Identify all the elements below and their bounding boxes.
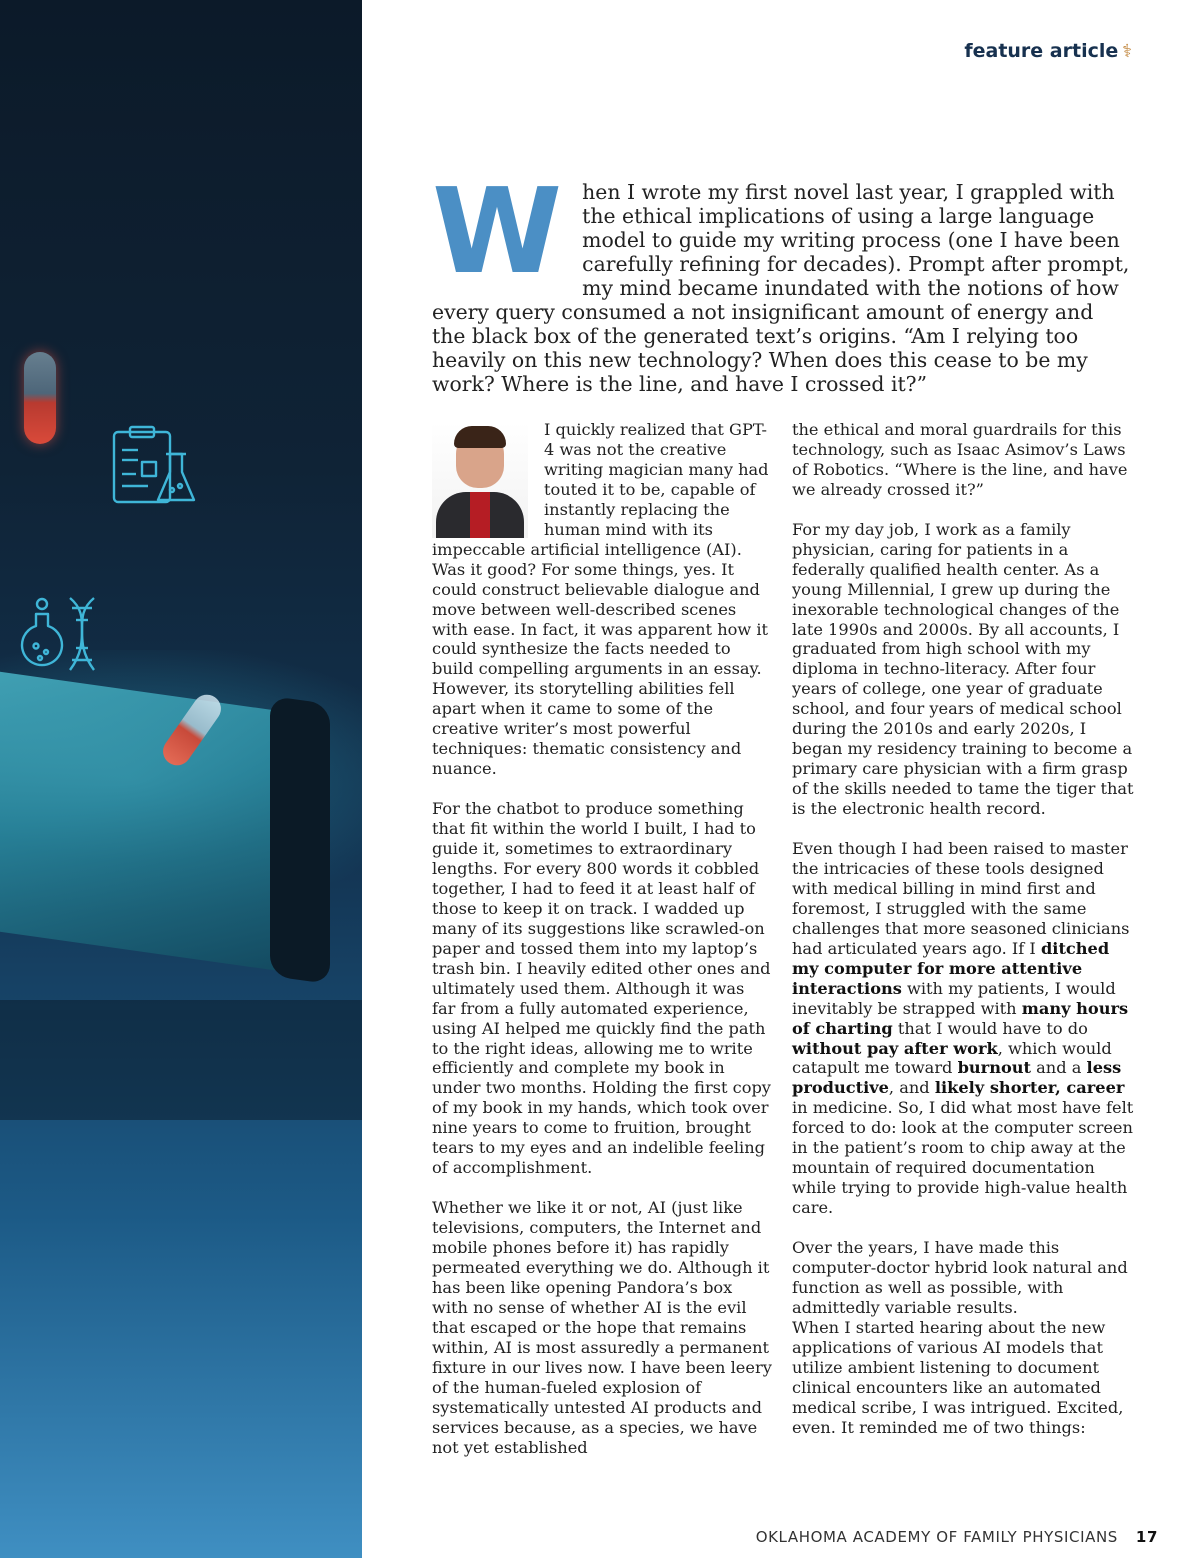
paragraph: For the chatbot to produce something that fit within the world I built, I had to guide it, sometimes to extraordinary lengths. For every 800 words it cobbled together, I had to feed it at least half of those to keep it on track. I wadded up many of its suggestions like scrawled-on paper and tossed them into my laptop’s trash bin. I heavily edited other ones and ultimately used them. Although it was far from a fully automated experience, using AI helped me quickly find the path to the right ideas, allowing me to write efficiently and complete my book in under two months. Holding the first copy of my book in my hands, which took over nine years to come to fruition, brought tears to my eyes and an indelible feeling of accomplishment.	[432, 799, 771, 1178]
paragraph: When I started hearing about the new applications of various AI models that utilize ambient listening to document clinical encounters like an automated medical scribe, I was intrigued. Excited, even. It reminded me of two things:	[792, 1317, 1124, 1437]
paragraph: Over the years, I have made this computer-doctor hybrid look natural and function as well as possible, with admittedly variable results.	[792, 1238, 1128, 1317]
paragraph: I quickly realized that GPT-4 was not the creative writing magician many had touted it to be, capable of instantly replacing the human mind with its impeccable artificial intelligence (AI). Was it good? For some things, yes. It could construct believable dialogue and move between well-described scenes with ease. In fact, it was apparent how it could synthesize the facts needed to build compelling arguments in an essay. However, its storytelling abilities fell apart when it came to some of the creative writer’s most powerful techniques: thematic consistency and nuance.	[432, 420, 769, 779]
emphasis-text: without pay after work	[792, 1038, 998, 1058]
emphasis-text: ditched my computer for more attentive interactions	[792, 938, 1110, 998]
emphasis-text: less productive	[792, 1058, 1122, 1098]
paragraph: For my day job, I work as a family physician, caring for patients in a federally qualified health center. As a young Millennial, I grew up during the inexorable technological changes of the late 1990s and 2000s. By all accounts, I graduated from high school with my diploma in techno-literacy. After four years of college, one year of graduate school, and four years of medical school during the 2010s and early 2020s, I began my residency training to become a primary care physician with a firm grasp of the skills needed to tame the tiger that is the electronic health record.	[792, 519, 1134, 819]
decorative-image-panel	[0, 0, 362, 1558]
shadow-band	[0, 1000, 362, 1120]
section-title: feature article	[964, 40, 1119, 62]
page-number: 17	[1135, 1528, 1158, 1546]
publication-name: OKLAHOMA ACADEMY OF FAMILY PHYSICIANS	[755, 1528, 1118, 1546]
device-edge	[270, 696, 330, 984]
lead-text: hen I wrote my first novel last year, I grappled with the ethical implications of using a large language model to guide my writing process (one I have been carefully refining for decades). Prompt after prompt, my mind became inundated with the notions of how every query consumed a not insignificant amount of energy and the black box of the generated text’s origins. “Am I relying too heavily on this new technology? When does this cease to be my work? Where is the line, and have I crossed it?”	[432, 180, 1130, 396]
flask-dna-icon	[20, 594, 100, 674]
lead-paragraph	[432, 162, 1132, 396]
article-column-1	[432, 420, 772, 1477]
article-column-2	[792, 420, 1137, 1458]
emphasis-text: burnout	[957, 1058, 1032, 1078]
page-footer	[756, 1528, 1158, 1546]
paragraph: Whether we like it or not, AI (just like televisions, computers, the Internet and mobile phones before it) has rapidly permeated everything we do. Although it has been like opening Pandora’s box with no sense of whether AI is the evil that escaped or the hope that remains within, AI is most assuredly a permanent fixture in our lives now. I have been leery of the human-fueled explosion of systematically untested AI products and services because, as a species, we have not yet established	[432, 1198, 772, 1457]
emphasis-text: likely shorter, career	[934, 1078, 1125, 1098]
device-screen	[0, 666, 300, 974]
clipboard-lab-icon	[108, 424, 198, 508]
capsule-icon	[24, 352, 56, 444]
section-header	[964, 40, 1132, 62]
author-photo	[432, 422, 528, 538]
drop-cap: W	[432, 162, 563, 300]
paragraph: the ethical and moral guardrails for this technology, such as Isaac Asimov’s Laws of Robotics. “Where is the line, and have we already crossed it?”	[792, 420, 1128, 499]
paragraph: Even though I had been raised to master the intricacies of these tools designed with medical billing in mind first and foremost, I struggled with the same challenges that more seasoned clinicians had articulated years ago. If I ditched my computer for more attentive interactions with my patients, I would inevitably be strapped with many hours of charting that I would have to do without pay after work, which would catapult me toward burnout and a less productive, and likely shorter, career in medicine. So, I did what most have felt forced to do: look at the computer screen in the patient’s room to chip away at the mountain of required documentation while trying to provide high-value health care.	[792, 838, 1134, 1218]
caduceus-icon: ⚕	[1122, 40, 1132, 62]
emphasis-text: many hours of charting	[792, 998, 1129, 1038]
